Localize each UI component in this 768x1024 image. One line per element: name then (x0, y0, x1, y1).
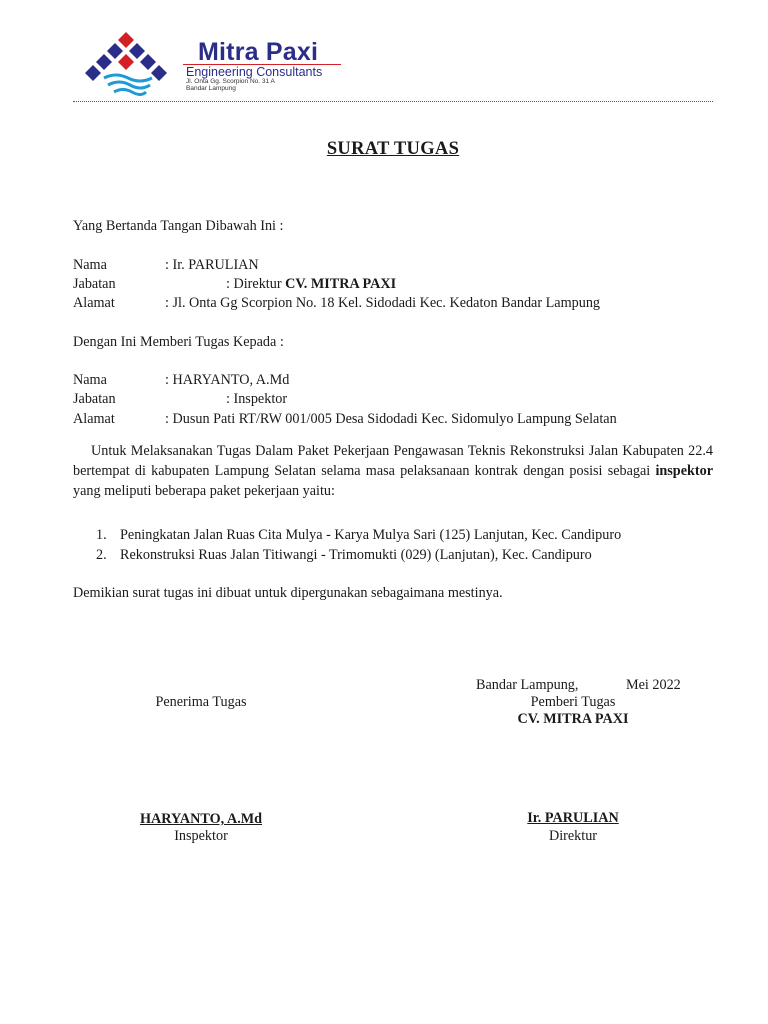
assignee-alamat-label: Alamat (73, 411, 115, 427)
right-signature-caption: Pemberi Tugas (530, 694, 616, 710)
signer-jabatan-prefix: : Direktur (226, 276, 286, 292)
paragraph-bold: inspektor (655, 463, 713, 479)
signer-intro: Yang Bertanda Tangan Dibawah Ini : (73, 218, 284, 234)
assign-intro: Dengan Ini Memberi Tugas Kepada : (73, 334, 284, 350)
paragraph-part2: yang meliputi beberapa paket pekerjaan yaitu: (73, 483, 335, 499)
list-item-number: 2. (96, 547, 107, 563)
signer-nama-label: Nama (73, 257, 107, 273)
company-address (186, 79, 306, 92)
letterhead (0, 0, 768, 110)
paragraph-part1: Untuk Melaksanakan Tugas Dalam Paket Pekerjaan Pengawasan Teknis Rekonstruksi Jalan Kabupaten 22.4 bertempat di kabupaten Lampung Selatan selama masa pelaksanaan kontrak dengan posisi sebagai (73, 443, 713, 479)
right-signature-name: Ir. PARULIAN (527, 810, 619, 826)
signer-nama-value: : Ir. PARULIAN (165, 257, 259, 273)
assignee-nama-value: : HARYANTO, A.Md (165, 372, 290, 388)
assignee-jabatan-value: : Inspektor (226, 391, 288, 407)
closing-statement: Demikian surat tugas ini dibuat untuk dipergunakan sebagaimana mestinya. (73, 585, 503, 601)
date: Mei 2022 (626, 677, 681, 693)
assignee-alamat-value: : Dusun Pati RT/RW 001/005 Desa Sidodadi Kec. Sidomulyo Lampung Selatan (165, 411, 617, 427)
right-signature-company: CV. MITRA PAXI (517, 711, 629, 727)
signer-jabatan-value (226, 275, 396, 293)
left-signature-position: Inspektor (174, 828, 228, 844)
company-logo-icon (78, 30, 178, 96)
header-divider (73, 101, 713, 102)
signer-jabatan-company: CV. MITRA PAXI (285, 276, 397, 292)
place: Bandar Lampung, (476, 677, 579, 693)
list-item: Rekonstruksi Ruas Jalan Titiwangi - Trimomukti (029) (Lanjutan), Kec. Candipuro (120, 547, 592, 563)
company-address-line2: Bandar Lampung (186, 84, 236, 92)
assignment-paragraph (73, 441, 713, 501)
signer-jabatan-label: Jabatan (73, 276, 116, 292)
document-title: SURAT TUGAS (326, 139, 460, 159)
assignee-jabatan-label: Jabatan (73, 391, 116, 407)
assignee-nama-label: Nama (73, 372, 107, 388)
company-name: Mitra Paxi (198, 38, 319, 66)
list-item-number: 1. (96, 527, 107, 543)
company-subtitle: Engineering Consultants (186, 65, 323, 79)
list-item: Peningkatan Jalan Ruas Cita Mulya - Karya Mulya Sari (125) Lanjutan, Kec. Candipuro (120, 527, 622, 543)
company-address-line1: Jl. Onta Gg. Scorpion No. 31 A (186, 78, 275, 85)
left-signature-name: HARYANTO, A.Md (139, 811, 263, 827)
signer-alamat-label: Alamat (73, 295, 115, 311)
signer-alamat-value: : Jl. Onta Gg Scorpion No. 18 Kel. Sidodadi Kec. Kedaton Bandar Lampung (165, 295, 601, 311)
left-signature-caption: Penerima Tugas (155, 694, 247, 710)
right-signature-position: Direktur (548, 828, 598, 844)
